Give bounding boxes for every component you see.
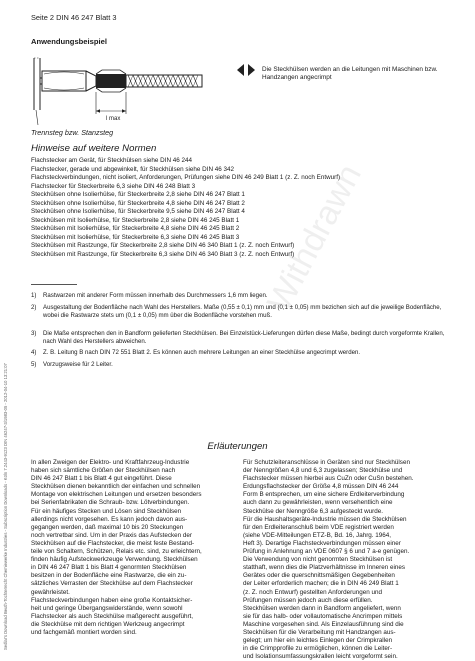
text-line: für den Erdleiteranschluß beim VDE registriert werden [243, 523, 394, 531]
footnote-text: Vorzugsweise für 2 Leiter. [43, 361, 113, 368]
text-line: Flachstecker als auch Steckhülse maßgerecht ausgeführt, [31, 612, 194, 620]
text-line: gelegt; um hier ein leichtes Einlegen der Crimpkrallen [243, 637, 393, 645]
standard-item: Flachstecker für Steckerbreite 6,3 siehe DIN 46 248 Blatt 3 [31, 182, 196, 190]
footnote [31, 304, 451, 320]
standard-item: Steckhülsen mit Rastzunge, für Steckerbreite 2,8 siehe DIN 46 340 Blatt 1 (z. Z. noch Entwurf) [31, 242, 295, 250]
text-line: Steckhülsen werden dann in Bandform angeliefert, wenn [243, 604, 401, 612]
text-line: sie für das halb- oder vollautomatische Ancrimpen mittels [243, 612, 403, 620]
text-line: noch vertretbar sind. Um in der Praxis das Aufstecken der [31, 531, 192, 539]
footnote [31, 349, 451, 357]
explanation-left-column [31, 459, 236, 637]
footnote-text: Rastwarzen mit anderer Form müssen innerhalb des Durchmessers 1,6 mm liegen. [43, 292, 268, 299]
standard-item: Steckhülsen mit Isolierhülse, für Steckerbreite 2,8 siehe DIN 46 245 Blatt 1 [31, 216, 240, 224]
text-line: gewährleistet. [31, 588, 70, 596]
text-line: Steckhülse der Nenngröße 6,3 aufgesteckt wurde. [243, 507, 384, 515]
footnote [31, 361, 451, 369]
cable [126, 75, 202, 87]
text-line: Prüfung in Anlehnung an VDE 0607 § 6 und 7 a-e genügen. [243, 548, 410, 556]
text-line: die Steckhülse mit dem richtigen Werkzeug angecrimpt [31, 620, 185, 628]
explanations-heading: Erläuterungen [207, 441, 268, 452]
text-line: in DIN 46 247 Blatt 1 bis Blatt 4 genormten Steckhülsen [31, 564, 187, 572]
text-line: teile von Schaltern, Schützen, Relais etc. sind, zu erleichtern, [31, 548, 202, 556]
text-line: sätzliches Verrasten der Steckhülse auf dem Flachstecker [31, 580, 193, 588]
footnote-number: 2) [31, 304, 37, 311]
standard-item: Flachsteckverbindungen, nicht isoliert, Anforderungen, Prüfungen siehe DIN 46 249 Blatt 1 (z. Z. noch Entwurf) [31, 174, 341, 182]
standard-item: Steckhülsen mit Isolierhülse, für Steckerbreite 6,3 siehe DIN 46 245 Blatt 3 [31, 233, 240, 241]
standard-item: Steckhülsen ohne Isolierhülse, für Steckerbreite 9,5 siehe DIN 46 247 Blatt 4 [31, 208, 245, 216]
text-line: Heft 3). Derartige Flachsteckverbindungen müssen einer [243, 539, 401, 547]
dimension-lmax [96, 92, 126, 114]
watermark-text: Withdrawn [260, 158, 369, 318]
text-line: Die Verwendung von nicht genormten Steckhülsen ist [243, 556, 393, 564]
footnote [31, 330, 451, 346]
text-line: gegangen werden, daß maximal 10 bis 20 Steckungen [31, 523, 184, 531]
text-line: (z. Z. noch Entwurf) gestellten Anforderungen und [243, 588, 382, 596]
text-line: finden häufig Aufsteckwerkzeuge Verwendung. Steckhülsen [31, 556, 198, 564]
text-line: Erdungsflachstecker der Größe 4,8 müssen DIN 46 244 [243, 483, 399, 491]
text-line: Für Schutzleiteranschlüsse in Geräten sind nur Steckhülsen [243, 459, 410, 466]
side-download-note: Sedlar's Download Beuth-Tochterrecht Chemiewerke Industries - Subscription Downloads - Köln 7.2443-9123 DIN 46247-3/1983-05 - 2012-04-10 13:21:07 [3, 363, 8, 650]
standard-item: Steckhülsen ohne Isolierhülse, für Steckerbreite 2,8 siehe DIN 46 247 Blatt 1 [31, 191, 245, 199]
standard-item: Steckhülsen ohne Isolierhülse, für Steckerbreite 4,8 siehe DIN 46 247 Blatt 2 [31, 199, 245, 207]
text-line: bei Serienfabrikaten die Schraub- bzw. Lötverbindungen. [31, 499, 190, 507]
text-line: allerdings nicht vorgesehen. Es kann jedoch davon aus- [31, 515, 188, 523]
footnote-number: 1) [31, 292, 37, 299]
text-line: der Leiter erforderlich machen; die in DIN 46 249 Blatt 1 [243, 580, 399, 588]
footnote [31, 292, 451, 300]
text-line: Flachstecker müssen hierbei aus CuZn oder CuSn bestehen. [243, 475, 414, 483]
text-line: in die Crimpprofile zu ermöglichen, können die Leiter- [243, 645, 393, 653]
web-label: Trennsteg bzw. Stanzsteg [31, 128, 114, 137]
text-line: In allen Zweigen der Elektro- und Kraftfahrzeug-Industrie [31, 459, 190, 466]
dimension-label: l max [106, 116, 121, 122]
footnote-text: Die Maße entsprechen den in Bandform gelieferten Steckhülsen. Bei Einzelstück-Lieferungen dürfen diese Maße, bedingt durch vorgeformte Krallen, nach Wahl des Herstellers abweichen. [43, 330, 445, 345]
text-line: Flachsteckverbindungen haben eine große Kontaktsicher- [31, 596, 193, 604]
footnote-divider [31, 284, 77, 285]
text-line: Prüfungen müssen jedoch auch diese erfüllen. [243, 596, 373, 604]
text-line: (siehe VDE-Mitteilungen ETZ-B, Bd. 16, Jahrg. 1964, [243, 531, 392, 539]
footnote-number: 4) [31, 349, 37, 356]
text-line: Steckhülsen für die Verarbeitung mit Handzangen aus- [243, 628, 396, 636]
text-line: Für die Haushaltsgeräte-Industrie müssen die Steckhülsen [243, 515, 407, 523]
footnote-text: Z. B. Leitung B nach DIN 72 551 Blatt 2. Es können auch mehrere Leitungen an einer Steckhülse angecrimpt werden. [43, 349, 361, 356]
standard-item: Steckhülsen mit Rastzunge, für Steckerbreite 6,3 siehe DIN 46 340 Blatt 3 (z. Z. noch Entwurf) [31, 251, 295, 259]
text-line: besitzen in der Bodenfläche eine Rastwarze, die ein zu- [31, 572, 187, 580]
standard-item: Flachstecker, gerade und abgewinkelt, für Steckhülsen siehe DIN 46 342 [31, 165, 235, 173]
text-line: Gerätes oder die querschnittsmäßigen Gegebenheiten [243, 572, 395, 580]
page-header: Seite 2 DIN 46 247 Blatt 3 [31, 13, 117, 22]
text-line: Maschine vorgesehen sind. Als Einzelausführung sind die [243, 620, 404, 628]
crimp-zone [96, 70, 126, 92]
footnote-text: Ausgestaltung der Bodenfläche nach Wahl des Herstellers. Maße (0,55 ± 0,1) mm und (0,1 ± 0,05) mm bezichen sich auf die jeweilige Bodenfläche, wobei die Rastwarze stets um (0,1 ± 0,05) mm über die Bodenfläche vorstehen muß. [43, 304, 442, 319]
text-line: Montage von elektrischen Leitungen und ersetzen besonders [31, 491, 202, 499]
leader-line [36, 110, 38, 125]
standard-item: Steckhülsen mit Isolierhülse, für Steckerbreite 4,8 siehe DIN 46 245 Blatt 2 [31, 225, 240, 233]
example-title: Anwendungsbeispiel [31, 37, 107, 46]
text-line: der Nenngrößen 4,8 und 6,3 zugelassen; Steckhülse und [243, 467, 403, 475]
footnote-number: 5) [31, 361, 37, 368]
text-line: heit und geringe Übergangswiderstände, wenn sowohl [31, 604, 183, 612]
text-line: statthaft, wenn dies die Platzverhältnisse im Inneren eines [243, 564, 406, 572]
standards-list [31, 157, 451, 260]
text-line: haben sich sämtliche Größen der Steckhülsen nach [31, 467, 176, 475]
text-line: auch dann zu gewährleisten, wenn versehentlich eine [243, 499, 393, 507]
explanation-right-column [243, 459, 453, 661]
text-line: DIN 46 247 Blatt 1 bis Blatt 4 gut eingeführt. Diese [31, 475, 172, 483]
footnote-number: 3) [31, 330, 37, 337]
crimp-symbol-icon [236, 62, 256, 78]
figure-caption: Die Steckhülsen werden an die Leitungen mit Maschinen bzw. Handzangen angecrimpt [262, 66, 438, 82]
standards-heading: Hinweise auf weitere Normen [31, 143, 157, 154]
receptacle-body [40, 71, 96, 91]
standard-item: Flachstecker am Gerät, für Steckhülsen siehe DIN 46 244 [31, 157, 192, 164]
text-line: und fachgemäß montiert worden sind. [31, 628, 137, 636]
strip-web [34, 58, 40, 110]
text-line: Steckhülsen dienen bekanntlich der einfachen und schnellen [31, 483, 201, 491]
text-line: Für ein häufiges Stecken und Lösen sind Steckhülsen [31, 507, 182, 515]
text-line: und Isolationsumfassungskrallen leicht vorgeformt sein. [243, 653, 398, 661]
text-line: Form B entsprechen, um eine sichere Erdleiterverbindung [243, 491, 405, 499]
text-line: Steckhülsen auf die Flachstecker, die meist feste Bestand- [31, 539, 195, 547]
